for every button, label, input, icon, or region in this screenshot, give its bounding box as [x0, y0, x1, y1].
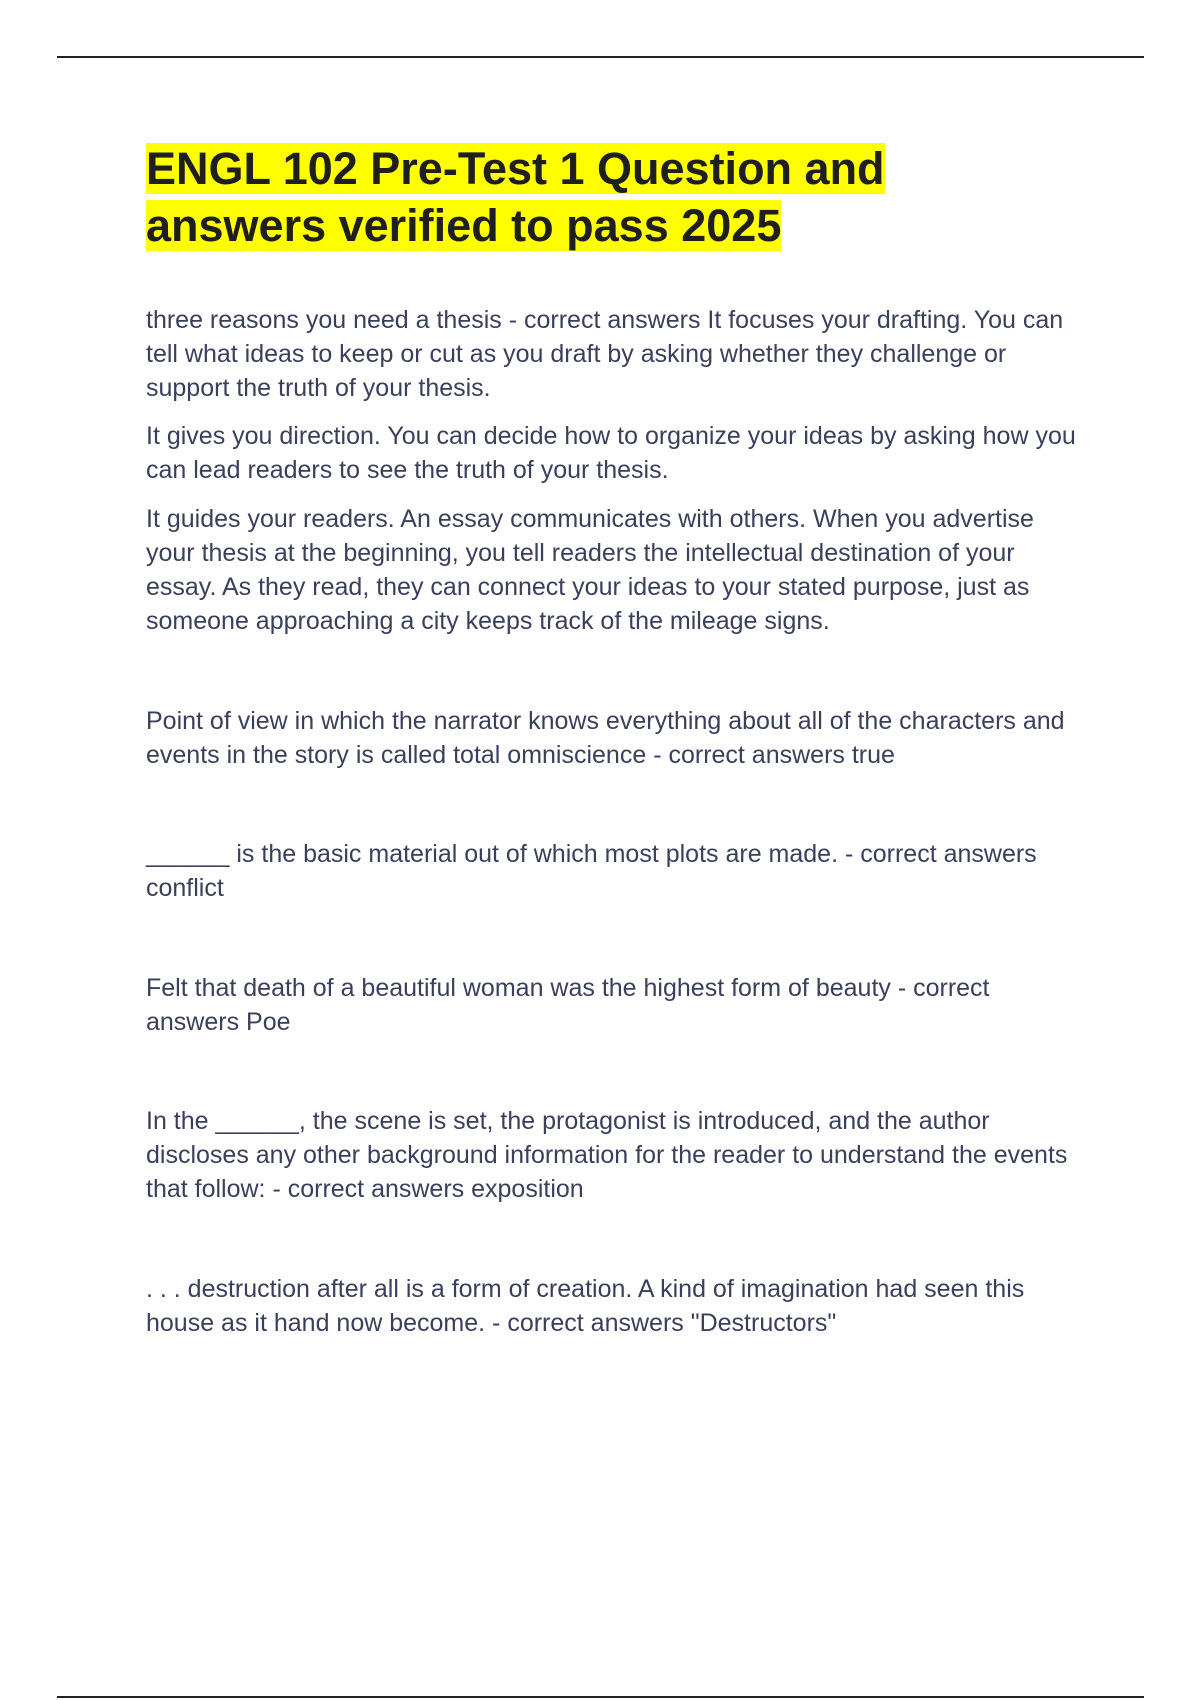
qa-item: In the ______, the scene is set, the protagonist is introduced, and the author discloses any other background information for the reader to understand the events that follow: - correct answers exposition: [146, 1107, 1068, 1203]
title-line-2: answers verified to pass 2025: [146, 200, 782, 251]
qa-item: Point of view in which the narrator knows everything about all of the characters and events in the story is called total omniscience - correct answers true: [146, 707, 1065, 769]
qa-item: It guides your readers. An essay communicates with others. When you advertise your thesis at the beginning, you tell readers the intellectual destination of your essay. As they read, they can connect your ideas to your stated purpose, just as someone approaching a city keeps track of the mileage signs.: [146, 505, 1034, 635]
qa-item: . . . destruction after all is a form of creation. A kind of imagination had seen this house as it hand now become. - correct answers "Destructors": [146, 1275, 1025, 1337]
qa-item: Felt that death of a beautiful woman was the highest form of beauty - correct answers Poe: [146, 974, 990, 1036]
bottom-rule: [57, 1696, 1144, 1698]
qa-item: ______ is the basic material out of which most plots are made. - correct answers conflict: [146, 840, 1037, 902]
top-rule: [57, 56, 1144, 58]
qa-item: It gives you direction. You can decide how to organize your ideas by asking how you can lead readers to see the truth of your thesis.: [146, 422, 1076, 484]
title-line-1: ENGL 102 Pre-Test 1 Question and: [146, 143, 885, 194]
document-body: [146, 140, 1076, 1340]
qa-item: three reasons you need a thesis - correct answers It focuses your drafting. You can tell what ideas to keep or cut as you draft by asking whether they challenge or support the truth of your thesis.: [146, 306, 1064, 402]
document-title: [146, 140, 1076, 254]
